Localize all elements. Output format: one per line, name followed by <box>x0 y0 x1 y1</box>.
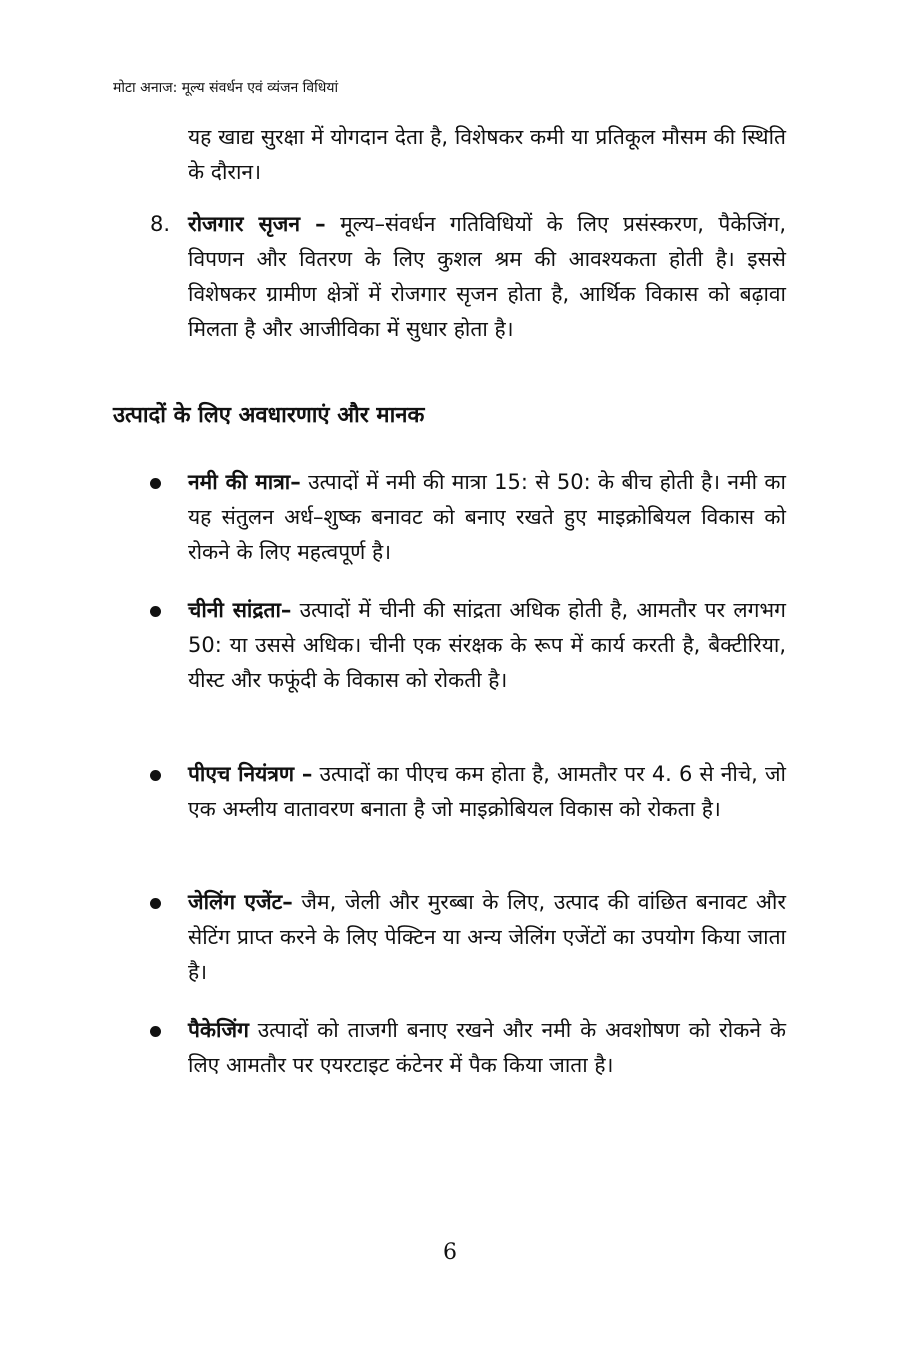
bullet-dot-icon <box>150 478 161 489</box>
bullet-text: उत्पादों को ताजगी बनाए रखने और नमी के अवशोषण को रोकने के लिए आमतौर पर एयरटाइट कंटेनर में पैक किया जाता है। <box>188 1018 786 1077</box>
numbered-item-term: रोजगार सृजन – <box>188 212 326 236</box>
bullet-body <box>188 593 786 698</box>
bullet-text: उत्पादों में चीनी की सांद्रता अधिक होती है, आमतौर पर लगभग 50: या उससे अधिक। चीनी एक संरक्षक के रूप में कार्य करती है, बैक्टीरिया, यीस्ट और फफूंदी के विकास को रोकती है। <box>188 598 787 692</box>
bullet-text: जैम, जेली और मुरब्बा के लिए, उत्पाद की वांछित बनावट और सेटिंग प्राप्त करने के लिए पेक्टिन या अन्य जेलिंग एजेंटों का उपयोग किया जाता है। <box>188 890 787 984</box>
page-number: 6 <box>443 1240 457 1265</box>
item-number: 8. <box>150 212 171 236</box>
bullet-term: चीनी सांद्रता– <box>188 598 292 622</box>
bullet-body <box>188 757 786 827</box>
numbered-item-text: मूल्य–संवर्धन गतिविधियों के लिए प्रसंस्करण, पैकेजिंग, विपणन और वितरण के लिए कुशल श्रम की आवश्यकता होती है। इससे विशेषकर ग्रामीण क्षेत्रों में रोजगार सृजन होता है, आर्थिक विकास को बढ़ावा मिलता है और आजीविका में सुधार होता है। <box>188 212 786 341</box>
bullet-term: पीएच नियंत्रण – <box>188 762 313 786</box>
running-head: मोटा अनाज: मूल्य संवर्धन एवं व्यंजन विधियां <box>113 80 339 96</box>
bullet-text: उत्पादों में नमी की मात्रा 15: से 50: के बीच होती है। नमी का यह संतुलन अर्ध–शुष्क बनावट को बनाए रखते हुए माइक्रोबियल विकास को रोकने के लिए महत्वपूर्ण है। <box>188 470 786 564</box>
bullet-term: जेलिंग एजेंट– <box>188 890 293 914</box>
bullet-body <box>188 1013 786 1083</box>
bullet-dot-icon <box>150 770 161 781</box>
numbered-item-body <box>188 207 786 347</box>
bullet-text: उत्पादों का पीएच कम होता है, आमतौर पर 4. 6 से नीचे, जो एक अम्लीय वातावरण बनाता है जो माइक्रोबियल विकास को रोकता है। <box>188 762 786 821</box>
bullet-dot-icon <box>150 606 161 617</box>
bullet-body <box>188 465 786 570</box>
bullet-body <box>188 885 786 990</box>
section-heading: उत्पादों के लिए अवधारणाएं और मानक <box>113 403 425 428</box>
bullet-dot-icon <box>150 1026 161 1037</box>
continuation-paragraph: यह खाद्य सुरक्षा में योगदान देता है, विशेषकर कमी या प्रतिकूल मौसम की स्थिति के दौरान। <box>188 125 786 184</box>
bullet-dot-icon <box>150 898 161 909</box>
bullet-term: पैकेजिंग <box>188 1018 249 1042</box>
bullet-term: नमी की मात्रा– <box>188 470 301 494</box>
